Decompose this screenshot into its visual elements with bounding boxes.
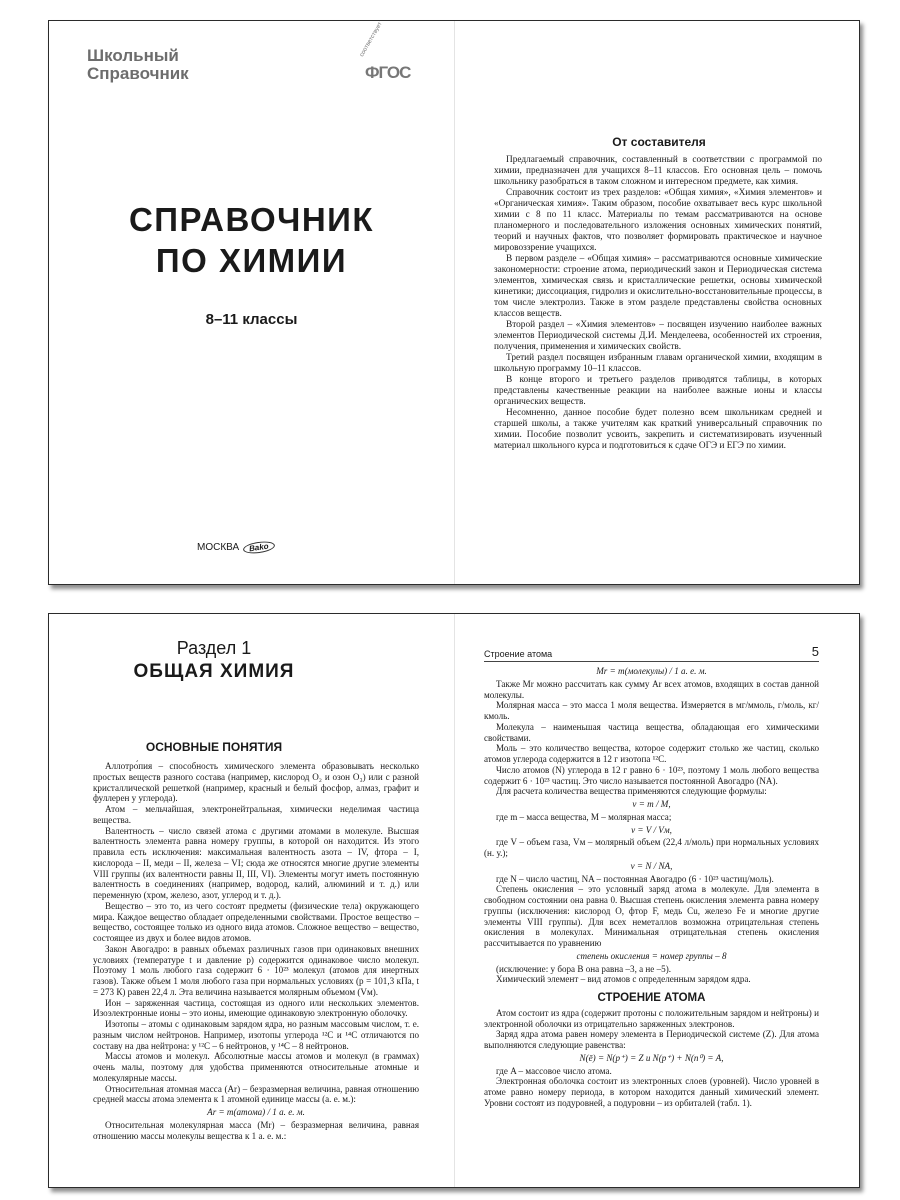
fgos-word: ФГОС: [365, 63, 411, 82]
definition-paragraph: Закон Авогадро: в равных объемах различных газов при одинаковых внешних условиях (температуре t и давление p) содержится одинаковое число молекул. Поэтому 1 моль любого газа содержит 6 · 10²³ молекул (атомов для инертных газов). Также объем 1 моля любого газа при нормальных условиях (p = 101,3 кПа, t = 273 К) равен 22,4 л. Эта величина называется молярным объемом (Vм).: [93, 943, 419, 997]
preface-paragraph: Несомненно, данное пособие будет полезно всем школьникам средней и старшей школы, а также учителям как краткий универсальный справочник по химии. Пособие позволит усвоить, закрепить и систематизировать изученный материал школьного курса и подготовиться к сдаче ОГЭ и ЕГЭ по химии.: [494, 408, 822, 451]
book-title-line-2: ПО ХИМИИ: [155, 242, 348, 279]
formula-moles-particles: ν = N / NA,: [630, 860, 673, 871]
formula-oxidation-state: степень окисления = номер группы – 8: [576, 950, 727, 961]
formula-nucleus: N(ē) = N(p⁺) = Z и N(p⁺) + N(n⁰) = A,: [579, 1052, 724, 1063]
fgos-ring-text: соответствует: [359, 21, 384, 58]
text-paragraph: Моль – это количество вещества, которое содержит столько же частиц, сколько атомов углерода содержится в 12 г изотопа ¹²C.: [484, 743, 819, 764]
content-spread: [48, 613, 860, 1188]
page-5-body: [484, 664, 819, 1109]
text-paragraph: Заряд ядра атома равен номеру элемента в Периодической системе (Z). Для атома выполняются следующие равенства:: [484, 1029, 819, 1050]
page-number: 5: [811, 644, 819, 659]
cover-page: [49, 21, 454, 584]
definition-paragraph: Вещество – это то, из чего состоят предметы (физические тела) окружающего мира. Каждое вещество обладает определенными свойствами. Простое вещество – вещество, состоящее только из одного вида атомов. Сложное вещество – вещество, состоящее из двух и более видов атомов.: [93, 900, 419, 943]
publisher-line: [197, 542, 275, 553]
text-paragraph: Химический элемент – вид атомов с определенным зарядом ядра.: [496, 974, 751, 985]
basic-concepts-heading: ОСНОВНЫЕ ПОНЯТИЯ: [145, 740, 283, 754]
section-page: [49, 614, 454, 1187]
text-paragraph: Электронная оболочка состоит из электронных слоев (уровней). Число уровней в атоме равно номеру периода, в котором находится данный химический элемент. Уровни состоят из подуровней, а подуровни – из орбиталей (табл. 1).: [484, 1076, 819, 1108]
definition-paragraph: Атом – мельчайшая, электронейтральная, химически неделимая частица вещества.: [93, 804, 419, 825]
definition-paragraph: Валентность – число связей атома с другими атомами в молекуле. Высшая валентность элемента равна номеру группы, в которой он находится. Из этого правила есть исключения: максимальная валентность азота – IV, фтора – I, кислорода – II, меди – II, железа – VI; сюда же относятся многие другие элементы VIII группы (их валентности равны II, III, VI). Элементы могут иметь постоянную валентность в соединениях (например, водород, калий, алюминий и т. д.) или переменную (хром, железо, азот, углерод и т. д.).: [93, 825, 419, 900]
text-paragraph: Молярная масса – это масса 1 моля вещества. Измеряется в мг/ммоль, г/моль, кг/кмоль.: [484, 700, 819, 721]
series-logo-line-2: Справочник: [87, 64, 189, 83]
preface-paragraph: Справочник состоит из трех разделов: «Общая химия», «Химия элементов» и «Органическая химия». Таким образом, пособие охватывает весь курс школьной химии с 8 по 11 класс. Материалы по темам рассматриваются на основе планомерного и последовательного изложения основных химических понятий, теорий и научных фактов, что позволяет формировать практическое и научное мировоззрение учащихся.: [494, 188, 822, 253]
city-label: МОСКВА: [197, 542, 240, 553]
preface-heading: От составителя: [612, 135, 706, 149]
book-title-line-1: СПРАВОЧНИК: [128, 201, 375, 238]
series-logo-line-1: Школьный: [87, 46, 179, 65]
formula-moles-mass: ν = m / M,: [632, 799, 671, 809]
running-head-title: Строение атома: [484, 649, 553, 659]
section-number: Раздел 1: [176, 638, 252, 658]
preface-paragraph: Предлагаемый справочник, составленный в соответствии с программой по химии, предназначен для учащихся 8–11 классов. Его основная цель – помочь школьнику разобраться в таком сложном и интересном предмете, как химия.: [494, 155, 822, 187]
preface-paragraph: Второй раздел – «Химия элементов» – посвящен изучению наиболее важных элементов Периодической системы Д.И. Менделеева, особенностей их строения, получения, применения и химических свойств.: [494, 320, 822, 352]
text-paragraph: где V – объем газа, Vм – молярный объем (22,4 л/моль) при нормальных условиях (н. у.);: [484, 837, 819, 858]
section-name: ОБЩАЯ ХИМИЯ: [133, 661, 295, 682]
formula-relative-molecular-mass: Mr = m(молекулы) / 1 а. е. м.: [596, 666, 707, 676]
fgos-badge: [359, 21, 411, 93]
text-paragraph: (исключение: у бора B она равна –3, а не –5).: [496, 963, 672, 974]
preface-paragraph: Третий раздел посвящен избранным главам органической химии, входящим в школьную программу 10–11 классов.: [494, 353, 822, 374]
text-paragraph: Степень окисления – это условный заряд атома в молекуле. Для элемента в свободном состоянии она равна 0. Высшая степень окисления элемента равна номеру группы (исключения: кислород O, фтор F, медь Cu, железо Fe и многие другие элементы VIII группы). Для всех неметаллов возможна отрицательная степень окисления в молекулах. Минимальная отрицательная степень окисления рассчитывается по уравнению: [484, 884, 819, 948]
text-paragraph: где N – число частиц, NA – постоянная Авогадро (6 · 10²³ частиц/моль).: [496, 873, 774, 884]
preface-body: [494, 155, 822, 452]
publisher-logo: Bako: [243, 540, 276, 555]
definition-paragraph: Ион – заряженная частица, состоящая из одного или нескольких элементов. Изоэлектронные ионы – это ионы, имеющие одинаковую электронную оболочку.: [93, 997, 419, 1019]
page-5: [454, 614, 859, 1187]
definition-paragraph: Изотопы – атомы с одинаковым зарядом ядра, но разным массовым числом, т. е. разным числом нейтронов. Например, изотопы углерода ¹²C и ¹⁴C отличаются по составу на два нейтрона: у ¹²C – 6 нейтронов, у ¹⁴C – 8 нейтронов.: [93, 1019, 419, 1051]
text-paragraph: Для расчета количества вещества применяются следующие формулы:: [496, 786, 767, 797]
definition-paragraph: Относительная молекулярная масса (Mr) – безразмерная величина, равная отношению массы молекулы вещества к 1 а. е. м.:: [93, 1119, 419, 1141]
grades-label: 8–11 классы: [205, 311, 298, 328]
text-paragraph: где A – массовое число атома.: [496, 1065, 612, 1076]
atom-structure-heading: СТРОЕНИЕ АТОМА: [597, 992, 706, 1004]
preface-page: [454, 21, 859, 584]
definition-paragraph: Относительная атомная масса (Ar) – безразмерная величина, равная отношению средней массы атома элемента к 1 атомной единице массы (а. е. м.):: [93, 1083, 419, 1105]
text-paragraph: Также Mr можно рассчитать как сумму Ar всех атомов, входящих в состав данной молекулы.: [484, 678, 819, 700]
running-head: [484, 644, 819, 662]
text-paragraph: Атом состоит из ядра (содержит протоны с положительным зарядом и нейтроны) и электронной оболочки из отрицательно заряженных электронов.: [484, 1007, 819, 1029]
preface-paragraph: В первом разделе – «Общая химия» – рассматриваются основные химические закономерности: строение атома, периодический закон и Периодическая система элементов, химическая связь и кристаллические решетки, основы химической кинетики; диссоциация, гидролиз и окислительно-восстановительные процессы, в том числе электролиз. Также в этом разделе представлены свойства основных классов веществ.: [494, 254, 822, 319]
formula-moles-volume: ν = V / Vм,: [631, 824, 672, 835]
formula-relative-atomic-mass: Ar = m(атома) / 1 а. е. м.: [207, 1107, 305, 1117]
book-title: [49, 199, 454, 281]
text-paragraph: Молекула – наименьшая частица вещества, обладающая его химическими свойствами.: [484, 721, 819, 743]
definition-paragraph: Аллотро́пия – способность химического элемента образовывать несколько простых веществ разного состава (например, кислород O₂ и озон O₃) или с разной кристаллической решеткой (например, красный и белый фосфор, алмаз, графит и фуллерен у углерода).: [93, 761, 419, 804]
series-logo: [87, 47, 189, 83]
text-paragraph: Число атомов (N) углерода в 12 г равно 6 · 10²³, поэтому 1 моль любого вещества содержит 6 · 10²³ частиц. Это число называется постоянной Авогадро (NA).: [484, 764, 819, 786]
basic-concepts-body: [93, 761, 419, 1141]
cover-spread: [48, 20, 860, 585]
definition-paragraph: Массы атомов и молекул. Абсолютные массы атомов и молекул (в граммах) очень малы, поэтому для удобства применяются относительные атомные и молекулярные массы.: [93, 1051, 419, 1083]
preface-paragraph: В конце второго и третьего разделов приводятся таблицы, в которых представлены качественные реакции на наиболее важные ионы и классы органических веществ.: [494, 375, 822, 407]
text-paragraph: где m – масса вещества, M – молярная масса;: [496, 811, 672, 822]
